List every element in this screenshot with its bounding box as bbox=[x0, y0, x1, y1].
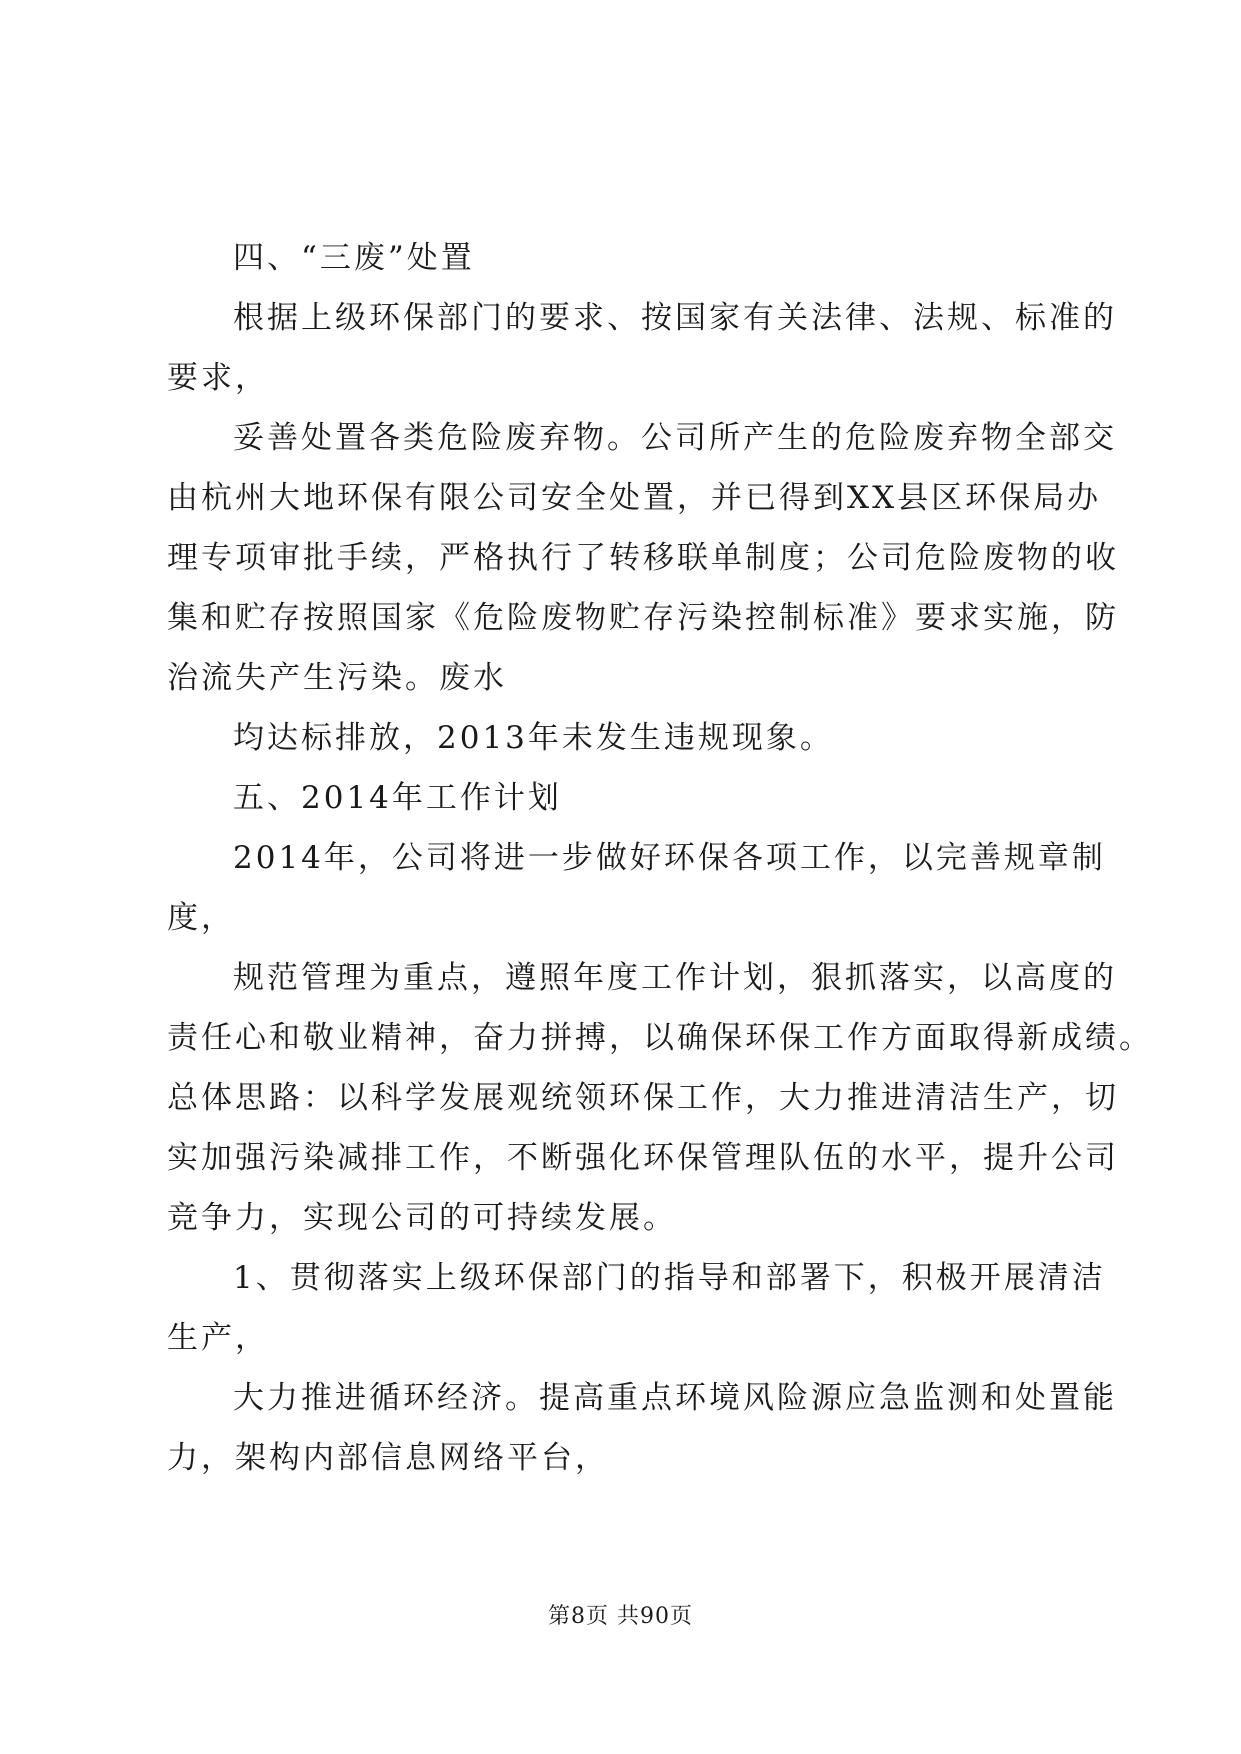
paragraph-line: 要求， bbox=[167, 360, 269, 396]
paragraph-line: 竞争力，实现公司的可持续发展。 bbox=[167, 1200, 677, 1236]
section-heading-waste-disposal: 四、“三废”处置 bbox=[233, 240, 475, 276]
paragraph-line: 力，架构内部信息网络平台， bbox=[167, 1440, 609, 1476]
paragraph-line: 度， bbox=[167, 900, 235, 936]
paragraph-line: 1、贯彻落实上级环保部门的指导和部署下，积极开展清洁 bbox=[233, 1260, 1106, 1296]
paragraph-line: 理专项审批手续，严格执行了转移联单制度；公司危险废物的收 bbox=[167, 540, 1119, 576]
paragraph-line: 均达标排放，2013年未发生违规现象。 bbox=[233, 720, 834, 756]
paragraph-line: 治流失产生污染。废水 bbox=[167, 660, 507, 696]
paragraph-line: 集和贮存按照国家《危险废物贮存污染控制标准》要求实施，防 bbox=[167, 600, 1119, 636]
paragraph-line: 总体思路：以科学发展观统领环保工作，大力推进清洁生产，切 bbox=[167, 1080, 1119, 1116]
paragraph-line: 根据上级环保部门的要求、按国家有关法律、法规、标准的 bbox=[233, 300, 1117, 336]
paragraph-line: 由杭州大地环保有限公司安全处置，并已得到XX县区环保局办 bbox=[167, 480, 1102, 516]
paragraph-line: 妥善处置各类危险废弃物。公司所产生的危险废弃物全部交 bbox=[233, 420, 1117, 456]
paragraph-line: 责任心和敬业精神，奋力拼搏，以确保环保工作方面取得新成绩。 bbox=[167, 1020, 1153, 1056]
paragraph-line: 大力推进循环经济。提高重点环境风险源应急监测和处置能 bbox=[233, 1380, 1117, 1416]
section-heading-work-plan: 五、2014年工作计划 bbox=[233, 780, 562, 816]
paragraph-line: 生产， bbox=[167, 1320, 269, 1356]
paragraph-line: 2014年，公司将进一步做好环保各项工作，以完善规章制 bbox=[233, 840, 1106, 876]
paragraph-line: 规范管理为重点，遵照年度工作计划，狠抓落实，以高度的 bbox=[233, 960, 1117, 996]
page-number-footer: 第8页 共90页 bbox=[548, 1604, 693, 1629]
paragraph-line: 实加强污染减排工作，不断强化环保管理队伍的水平，提升公司 bbox=[167, 1140, 1119, 1176]
